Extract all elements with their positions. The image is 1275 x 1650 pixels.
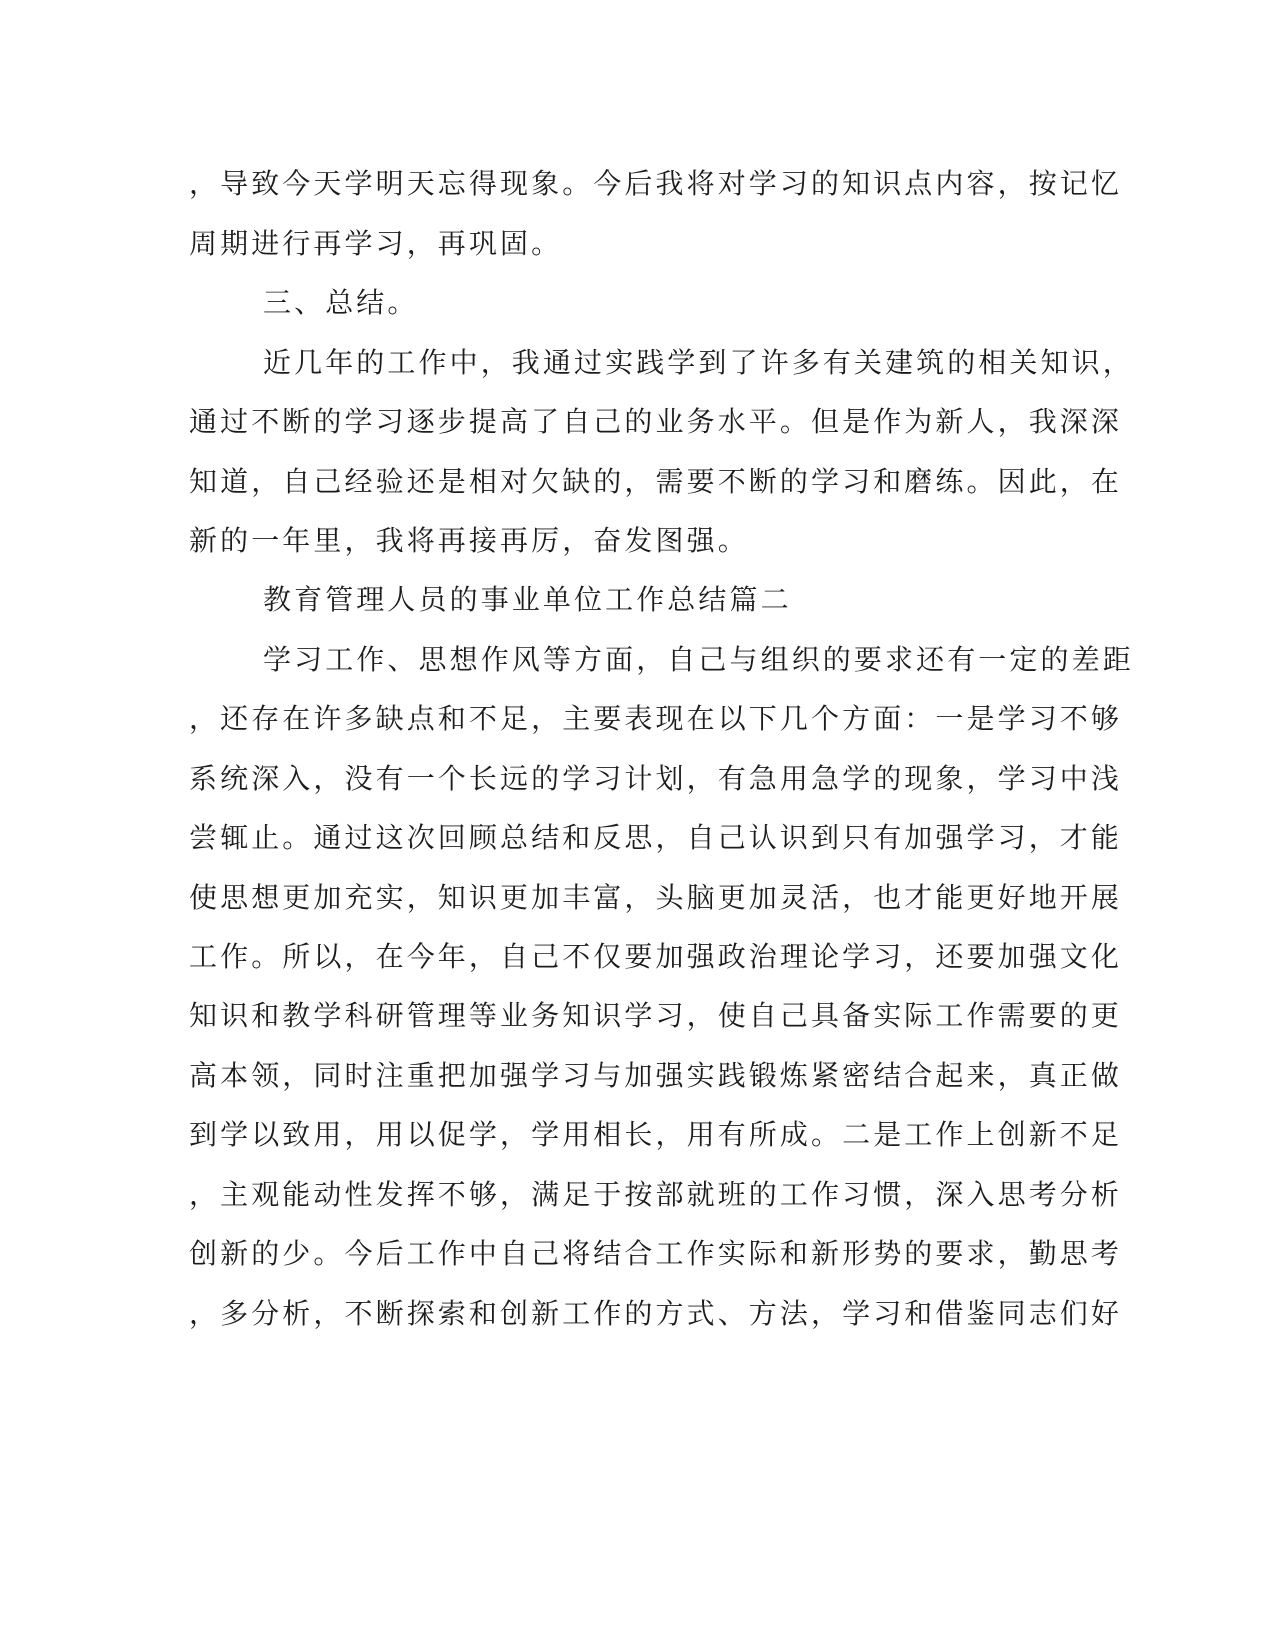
section-heading: 三、总结。 <box>263 286 419 319</box>
article-title: 教育管理人员的事业单位工作总结篇二 <box>263 583 792 616</box>
text-line: 学习工作、思想作风等方面，自己与组织的要求还有一定的差距 <box>263 643 1134 676</box>
text-line: 知识和教学科研管理等业务知识学习，使自己具备实际工作需要的更 <box>189 999 1123 1032</box>
text-line: 尝辄止。通过这次回顾总结和反思，自己认识到只有加强学习，才能 <box>189 821 1123 854</box>
text-line: 使思想更加充实，知识更加丰富，头脑更加灵活，也才能更好地开展 <box>189 881 1123 914</box>
text-line: 到学以致用，用以促学，学用相长，用有所成。二是工作上创新不足 <box>189 1118 1123 1151</box>
text-line: 创新的少。今后工作中自己将结合工作实际和新形势的要求，勤思考 <box>189 1237 1123 1270</box>
text-line: 周期进行再学习，再巩固。 <box>189 227 563 260</box>
text-line: 知道，自己经验还是相对欠缺的，需要不断的学习和磨练。因此，在 <box>189 465 1123 498</box>
text-line: 近几年的工作中，我通过实践学到了许多有关建筑的相关知识， <box>263 346 1134 379</box>
text-line: 系统深入，没有一个长远的学习计划，有急用急学的现象，学习中浅 <box>189 762 1123 795</box>
text-line: 通过不断的学习逐步提高了自己的业务水平。但是作为新人，我深深 <box>189 405 1123 438</box>
text-line: 高本领，同时注重把加强学习与加强实践锻炼紧密结合起来，真正做 <box>189 1059 1123 1092</box>
text-line: 工作。所以，在今年，自己不仅要加强政治理论学习，还要加强文化 <box>189 940 1123 973</box>
text-line: ，主观能动性发挥不够，满足于按部就班的工作习惯，深入思考分析 <box>189 1178 1123 1211</box>
text-line: ，还存在许多缺点和不足，主要表现在以下几个方面：一是学习不够 <box>189 702 1123 735</box>
text-line: ，导致今天学明天忘得现象。今后我将对学习的知识点内容，按记忆 <box>189 167 1123 200</box>
text-line: ，多分析，不断探索和创新工作的方式、方法，学习和借鉴同志们好 <box>189 1297 1123 1330</box>
text-line: 新的一年里，我将再接再厉，奋发图强。 <box>189 524 749 557</box>
